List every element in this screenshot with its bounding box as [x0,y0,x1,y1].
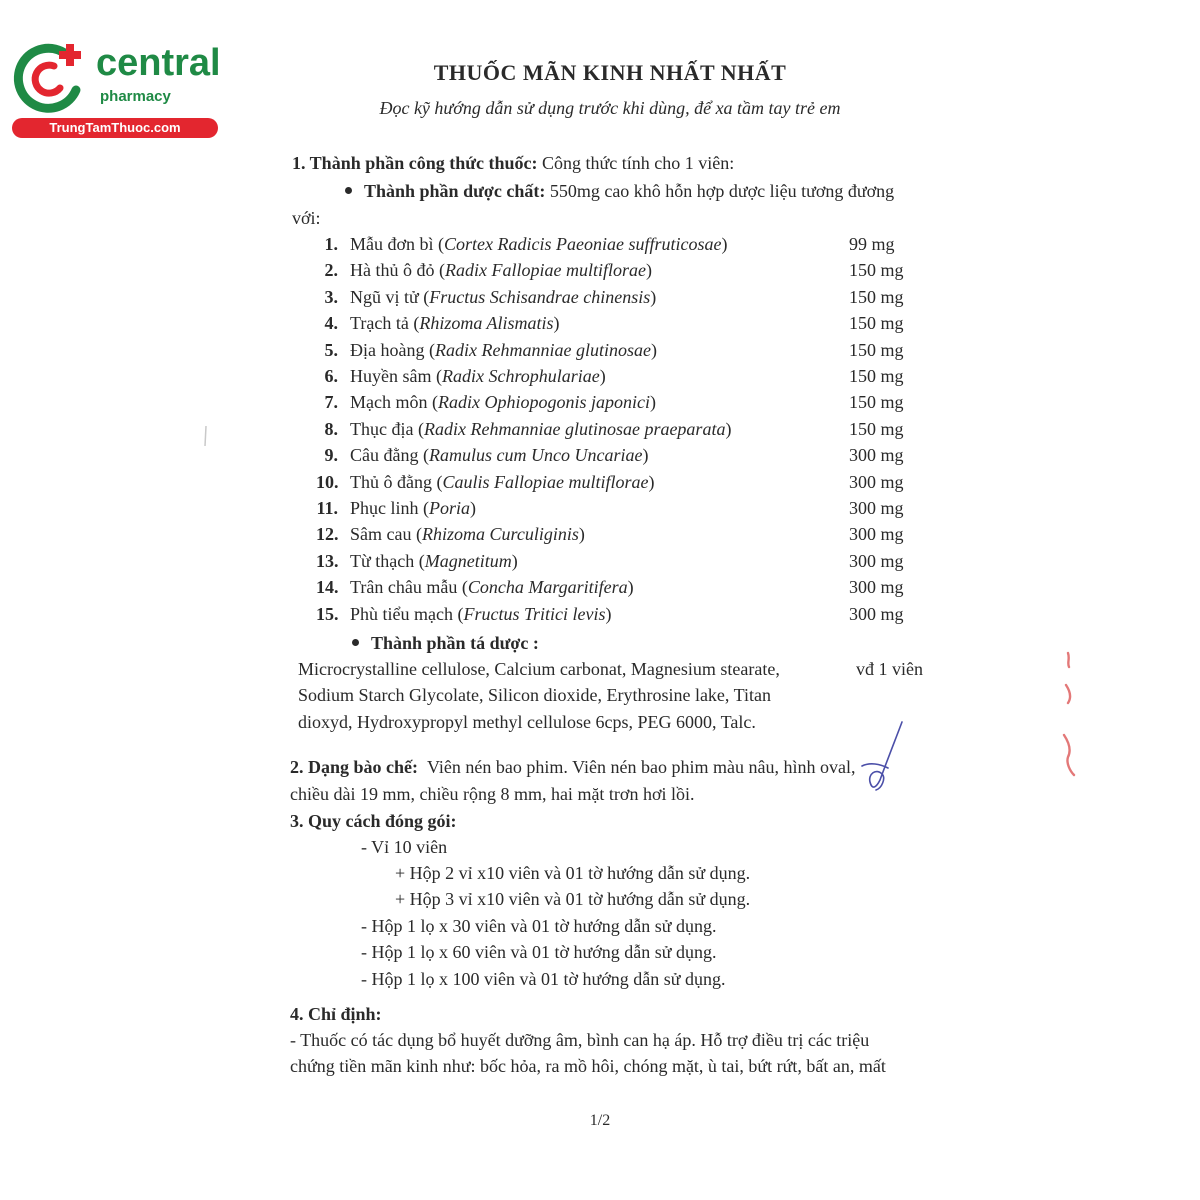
ingredient-number: 14. [316,577,339,598]
logo-brand-name: central [96,42,221,84]
section-4-heading: 4. Chỉ định: [290,1004,382,1024]
ingredient-quantity: 300 mg [849,445,904,466]
ingredient-number: 7. [324,392,338,413]
active-ingredient-continuation: với: [292,208,321,228]
ingredient-latin-name: Concha Margaritifera [467,577,628,598]
ingredient-quantity: 300 mg [849,471,904,492]
ingredient-number: 6. [324,366,338,386]
ingredient-number: 15. [316,603,339,624]
bullet-icon [345,187,352,194]
ingredient-latin-name: Radix Rehmanniae glutinosae praeparata [423,418,726,439]
ingredient-quantity: 150 mg [849,418,904,439]
ingredient-number: 11. [316,498,338,518]
ingredient-name-line: Địa hoàng (Radix Rehmanniae glutinosae) [350,339,657,360]
ingredient-latin-name: Radix Rehmanniae glutinosae [434,339,651,360]
section-4-line-2: chứng tiền mãn kinh như: bốc hỏa, ra mồ hôi, chóng mặt, ù tai, bứt rứt, bất an, mất [290,1056,886,1076]
section-1-line [292,152,734,174]
ingredient-row [316,311,936,335]
ingredient-row [316,417,936,441]
excipient-label: Thành phần tá dược : [371,633,539,653]
central-pharmacy-logo [10,38,221,138]
packaging-item: - Hộp 1 lọ x 30 viên và 01 tờ hướng dẫn sử dụng. [361,916,717,936]
packaging-item: + Hộp 2 vỉ x10 viên và 01 tờ hướng dẫn sử dụng. [395,863,751,883]
section-1-heading: 1. Thành phần công thức thuốc: [292,153,538,173]
ingredient-name-line: Huyền sâm (Radix Schrophulariae) [350,366,606,386]
section-1-text: Công thức tính cho 1 viên: [537,153,735,173]
section-2-heading: 2. Dạng bào chế: [290,757,419,777]
ingredient-name: Phù tiểu mạch [350,603,453,624]
document-title: THUỐC MÃN KINH NHẤT NHẤT [433,60,787,85]
packaging-item: - Vỉ 10 viên [361,837,448,857]
ingredient-name: Hà thủ ô đỏ [350,260,435,281]
ingredient-name-line: Hà thủ ô đỏ (Radix Fallopiae multiflorae) [350,260,652,281]
ingredient-name-line: Thủ ô đằng (Caulis Fallopiae multiflorae) [350,471,655,492]
ingredient-name: Câu đằng [350,445,419,466]
ingredient-row [316,549,936,573]
ingredient-quantity: 99 mg [849,234,895,254]
ingredient-quantity: 300 mg [849,550,904,571]
ingredient-number: 9. [324,445,338,466]
logo-subtitle: pharmacy [100,88,171,105]
ingredient-number: 1. [324,234,338,254]
ingredient-row [316,338,936,362]
ingredient-name-line: Thục địa (Radix Rehmanniae glutinosae praeparata) [350,418,732,439]
ingredient-number: 12. [316,524,339,545]
ingredient-name: Trạch tả [350,313,409,334]
ingredient-quantity: 300 mg [849,577,904,598]
ingredient-quantity: 150 mg [849,366,904,386]
section-2-line [290,756,855,778]
section-4-line-1: - Thuốc có tác dụng bổ huyết dưỡng âm, bình can hạ áp. Hỗ trợ điều trị các triệu [290,1030,870,1050]
ingredient-name: Huyền sâm [350,366,432,386]
ingredient-name: Từ thạch [350,550,415,571]
ingredient-row [316,364,936,388]
ingredient-number: 10. [316,471,339,492]
ingredient-row [316,390,936,414]
ingredient-row [316,285,936,309]
ingredient-name-line: Trạch tả (Rhizoma Alismatis) [350,313,560,334]
ingredient-latin-name: Ramulus cum Unco Uncariae [428,445,643,466]
ingredient-number: 4. [324,313,338,334]
ingredient-quantity: 150 mg [849,260,904,281]
ingredient-name-line: Sâm cau (Rhizoma Curculiginis) [350,524,585,545]
ingredient-row [316,443,936,467]
packaging-item: + Hộp 3 vỉ x10 viên và 01 tờ hướng dẫn sử dụng. [395,889,751,909]
ingredient-quantity: 150 mg [849,313,904,334]
ingredient-number: 3. [324,286,338,307]
page-number: 1/2 [589,1112,611,1129]
ingredient-number: 13. [316,550,339,571]
ingredient-name: Trân châu mẫu [350,577,458,598]
ingredient-name-line: Mẫu đơn bì (Cortex Radicis Paeoniae suffruticosae) [350,234,728,254]
ingredient-row [316,602,936,626]
ingredient-name-line: Từ thạch (Magnetitum) [350,550,518,571]
ingredient-quantity: 150 mg [849,286,904,307]
ingredient-name: Ngũ vị tử [350,286,419,307]
ingredient-name-line: Phù tiểu mạch (Fructus Tritici levis) [350,603,612,624]
packaging-item: - Hộp 1 lọ x 60 viên và 01 tờ hướng dẫn sử dụng. [361,942,717,962]
ingredient-latin-name: Fructus Schisandrae chinensis [429,286,651,307]
logo-site-url: TrungTamThuoc.com [12,118,218,138]
ingredient-latin-name: Poria [429,498,471,518]
medical-cross-ring-icon [10,38,90,118]
ingredient-latin-name: Caulis Fallopiae multiflorae [442,471,649,492]
ingredient-latin-name: Radix Fallopiae multiflorae [445,260,646,281]
ingredient-row [316,522,936,546]
excipient-line-3: dioxyd, Hydroxypropyl methyl cellulose 6cps, PEG 6000, Talc. [298,712,756,732]
ingredient-name-line: Ngũ vị tử (Fructus Schisandrae chinensis) [350,286,657,307]
bullet-icon [352,639,359,646]
active-ingredient-line [345,180,894,202]
excipient-quantity: vđ 1 viên [856,659,923,679]
ingredient-latin-name: Rhizoma Curculiginis [421,524,579,545]
ingredient-quantity: 150 mg [849,392,904,413]
ingredient-row [316,470,936,494]
ingredient-quantity: 150 mg [849,339,904,360]
section-2-text: Viên nén bao phim. Viên nén bao phim màu nâu, hình oval, [427,757,856,777]
signature-mark [852,718,912,798]
ingredient-latin-name: Cortex Radicis Paeoniae suffruticosae [444,234,722,254]
ingredient-name: Mẫu đơn bì [350,234,434,254]
active-ingredient-text: 550mg cao khô hỗn hợp dược liệu tương đương [545,181,895,201]
ingredient-name-line: Câu đằng (Ramulus cum Unco Uncariae) [350,445,649,466]
ingredient-latin-name: Rhizoma Alismatis [419,313,554,334]
ingredient-name-line: Mạch môn (Radix Ophiopogonis japonici) [350,392,656,413]
ingredient-row [316,258,936,282]
ingredient-number: 5. [324,339,338,360]
ingredient-name: Sâm cau [350,524,412,545]
ingredient-name: Phục linh [350,498,419,518]
ingredient-latin-name: Radix Schrophulariae [441,366,600,386]
excipient-line-1: Microcrystalline cellulose, Calcium carbonat, Magnesium stearate, [298,659,780,679]
ingredient-row [316,575,936,599]
ingredient-name: Thục địa [350,418,414,439]
ingredient-quantity: 300 mg [849,603,904,624]
section-2-continuation: chiều dài 19 mm, chiều rộng 8 mm, hai mặt trơn hơi lồi. [290,784,695,804]
document-subtitle: Đọc kỹ hướng dẫn sử dụng trước khi dùng, để xa tầm tay trẻ em [379,98,841,118]
ingredient-quantity: 300 mg [849,498,904,518]
excipient-heading-line [352,632,539,654]
ingredient-name: Mạch môn [350,392,428,413]
ingredient-name-line: Phục linh (Poria) [350,498,477,518]
ingredient-number: 2. [324,260,338,281]
ingredient-name: Thủ ô đằng [350,471,432,492]
excipient-line-2: Sodium Starch Glycolate, Silicon dioxide, Erythrosine lake, Titan [298,685,771,705]
packaging-item: - Hộp 1 lọ x 100 viên và 01 tờ hướng dẫn sử dụng. [361,969,726,989]
ingredient-row [316,232,936,256]
ingredient-latin-name: Radix Ophiopogonis japonici [437,392,650,413]
active-ingredient-label: Thành phần dược chất: [364,181,546,201]
ingredient-name: Địa hoàng [350,339,425,360]
ingredient-quantity: 300 mg [849,524,904,545]
ingredient-number: 8. [324,418,338,439]
ingredient-name-line: Trân châu mẫu (Concha Margaritifera) [350,577,634,598]
ingredient-latin-name: Fructus Tritici levis [463,603,606,624]
scan-mark [203,425,209,447]
ingredient-row [316,496,936,520]
ingredient-latin-name: Magnetitum [424,550,512,571]
section-3-heading: 3. Quy cách đóng gói: [290,811,457,831]
stamp-edge-mark [1050,645,1080,785]
